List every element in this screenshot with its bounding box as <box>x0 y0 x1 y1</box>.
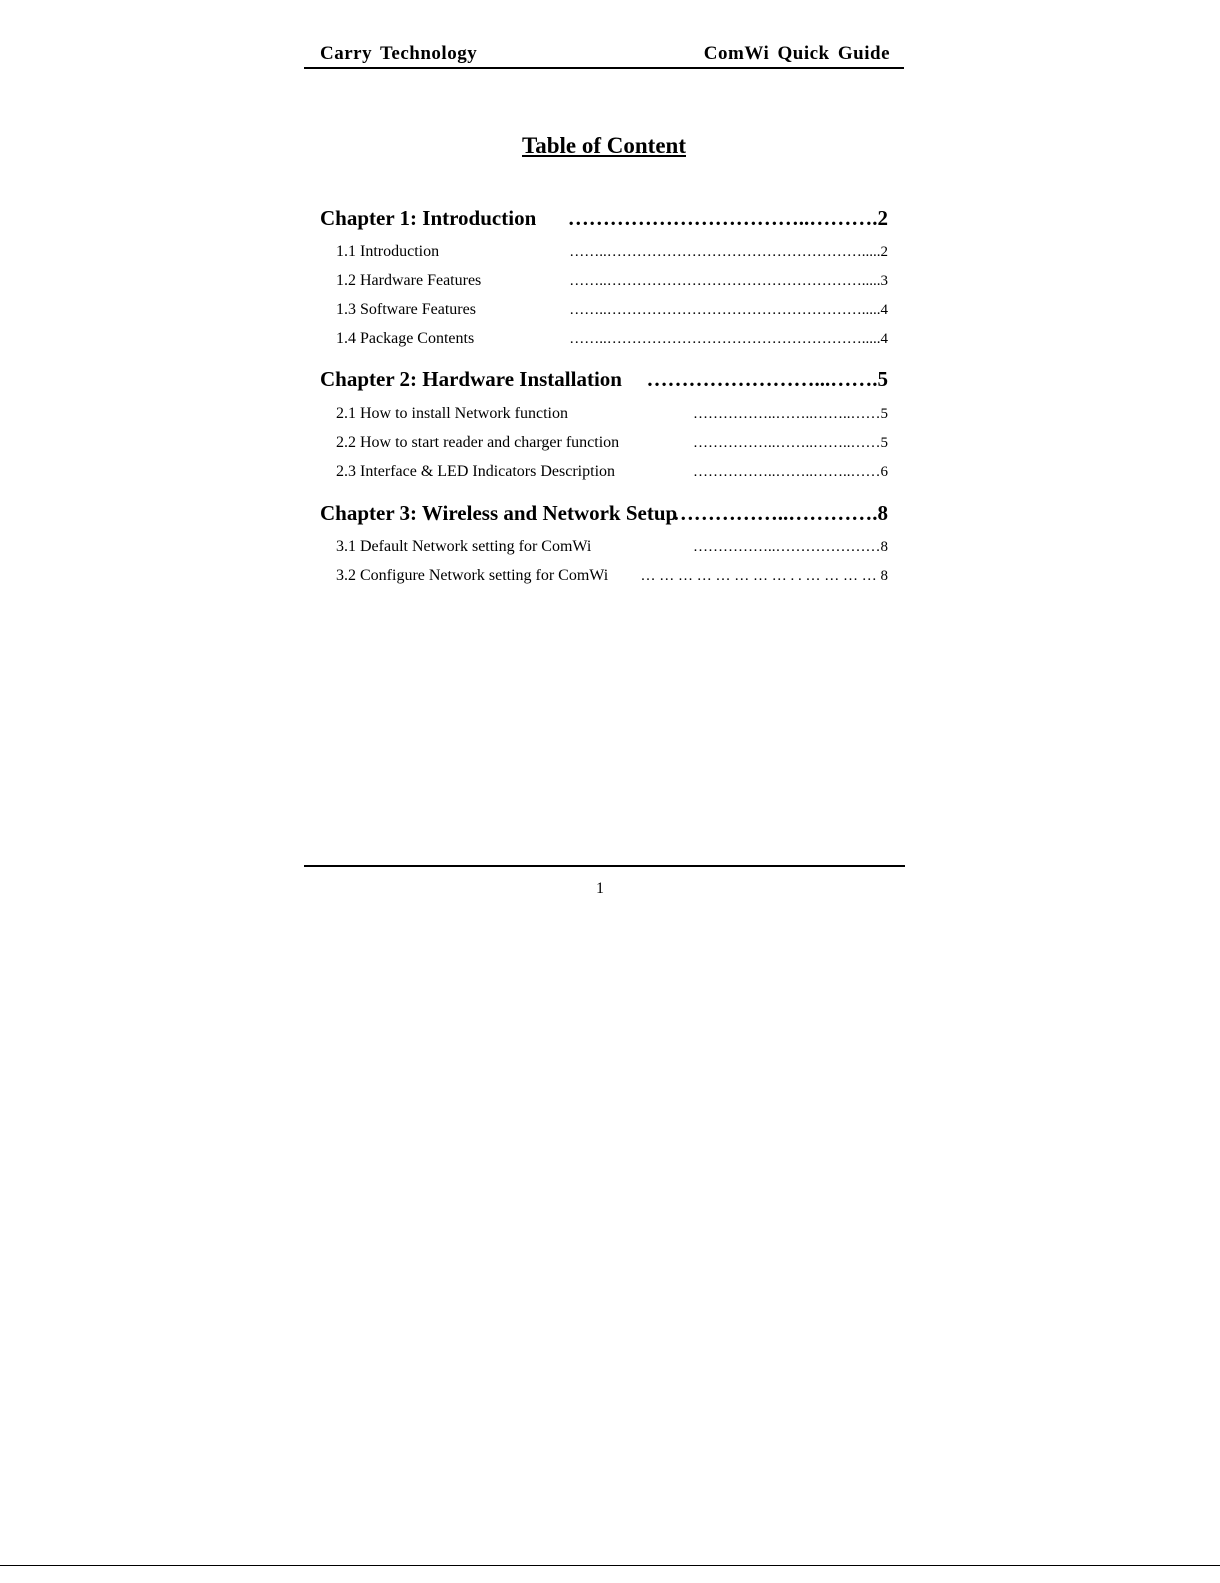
toc-section-label: 2.1 How to install Network function <box>336 405 568 422</box>
toc-section-2-3 <box>336 463 615 481</box>
toc-leader: ……………..…………………8 <box>693 539 888 555</box>
toc-leader: ……..…………………………………………….....2 <box>569 244 888 260</box>
page-header <box>304 40 904 69</box>
toc-section-label: 1.1 Introduction <box>336 243 440 260</box>
toc-chapter-3 <box>320 501 677 526</box>
toc-section-1-4 <box>336 330 474 348</box>
toc-section-label: 1.2 Hardware Features <box>336 272 482 289</box>
company-name: Carry Technology <box>320 43 478 64</box>
toc-section-3-1 <box>336 538 591 556</box>
toc-chapter-2 <box>320 367 622 392</box>
toc-section-3-2 <box>336 567 608 585</box>
document-title: ComWi Quick Guide <box>703 43 890 64</box>
toc-leader: ……………..………….8 <box>672 501 888 525</box>
toc-section-label: 3.2 Configure Network setting for ComWi <box>336 567 609 584</box>
toc-leader: ……………..……..……..……6 <box>693 464 888 480</box>
toc-section-1-3 <box>336 301 476 319</box>
toc-leader: ……………..……..……..……5 <box>693 435 888 451</box>
toc-leader: ……………..……..……..……5 <box>693 406 888 422</box>
toc-chapter-label: Chapter 2: Hardware Installation <box>320 367 622 391</box>
toc-leader: ……..…………………………………………….....4 <box>569 331 888 347</box>
page-edge-line <box>0 1565 1220 1566</box>
toc-section-label: 1.4 Package Contents <box>336 330 475 347</box>
toc-section-2-2 <box>336 434 619 452</box>
toc-section-1-1 <box>336 243 439 261</box>
footer-rule <box>304 865 905 867</box>
toc-leader: … … … … … … … … . . … … … … 8 <box>640 568 888 584</box>
toc-section-label: 2.3 Interface & LED Indicators Description <box>336 463 616 480</box>
toc-leader: ……………………………..……….2 <box>567 206 888 230</box>
toc-section-1-2 <box>336 272 481 290</box>
toc-section-label: 2.2 How to start reader and charger function <box>336 434 620 451</box>
toc-leader: ……..…………………………………………….....3 <box>569 273 888 289</box>
toc-section-label: 1.3 Software Features <box>336 301 476 318</box>
toc-leader: ……..…………………………………………….....4 <box>569 302 888 318</box>
toc-section-2-1 <box>336 405 568 423</box>
toc-leader: ……………………...…….5 <box>646 367 888 391</box>
toc-chapter-label: Chapter 3: Wireless and Network Setup <box>320 501 678 525</box>
page-number: 1 <box>596 880 604 897</box>
toc-section-label: 3.1 Default Network setting for ComWi <box>336 538 592 555</box>
toc-heading: Table of Content <box>522 133 686 158</box>
toc-chapter-1 <box>320 206 536 231</box>
toc-chapter-label: Chapter 1: Introduction <box>320 206 537 230</box>
